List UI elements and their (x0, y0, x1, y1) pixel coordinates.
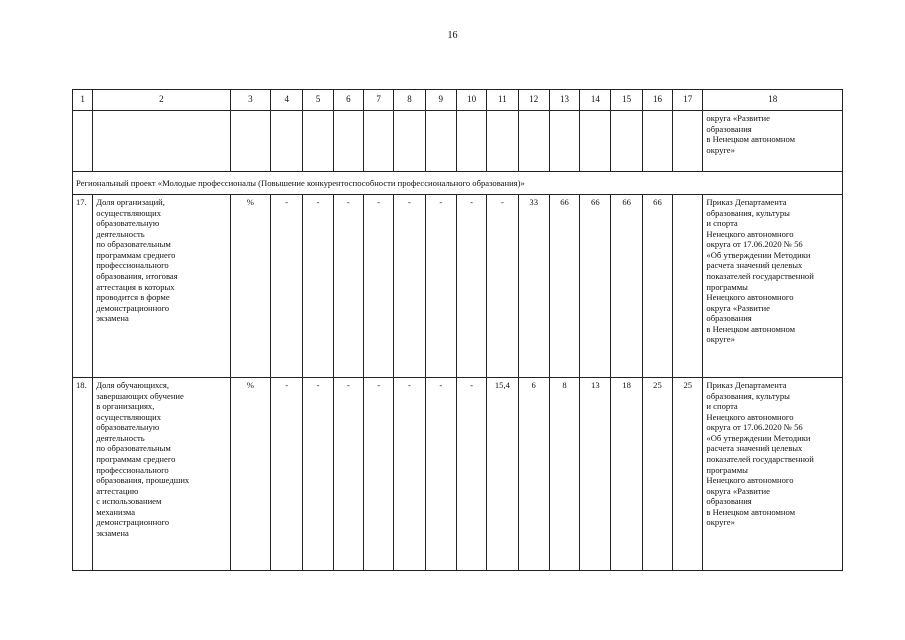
empty-cell (580, 111, 611, 172)
value-cell: - (456, 195, 486, 378)
indicator-name: Доля организаций, осуществляющих образовательную деятельность по образовательным программам среднего профессионального образования, итоговая аттестация в которых проводится в форме демонстрационного экзамена (93, 195, 230, 378)
empty-cell (271, 111, 303, 172)
value-cell: - (363, 378, 393, 571)
indicator-name: Доля обучающихся, завершающих обучение в организациях, осуществляющих образовательную деятельность по образовательным программам среднего профессионального образования, прошедших аттестацию с использованием механизма демонстрационного экзамена (93, 378, 230, 571)
value-cell: 25 (673, 378, 703, 571)
empty-cell (394, 111, 425, 172)
table-row (73, 378, 843, 571)
table-row (73, 195, 843, 378)
empty-cell (333, 111, 363, 172)
value-cell: 13 (580, 378, 611, 571)
row-number: 17. (73, 195, 93, 378)
value-cell (673, 195, 703, 378)
value-cell: - (394, 378, 425, 571)
value-cell: - (333, 195, 363, 378)
value-cell: 66 (611, 195, 642, 378)
unit-cell: % (230, 195, 270, 378)
value-cell: 25 (642, 378, 672, 571)
empty-cell (456, 111, 486, 172)
value-cell: - (456, 378, 486, 571)
empty-cell (363, 111, 393, 172)
value-cell: - (363, 195, 393, 378)
header-cell: 8 (394, 90, 425, 111)
empty-cell (303, 111, 333, 172)
header-cell: 2 (93, 90, 230, 111)
value-cell: - (303, 195, 333, 378)
value-cell: - (425, 378, 456, 571)
header-cell: 17 (673, 90, 703, 111)
header-cell: 11 (487, 90, 518, 111)
header-cell: 14 (580, 90, 611, 111)
header-cell: 9 (425, 90, 456, 111)
empty-cell (230, 111, 270, 172)
empty-cell (518, 111, 549, 172)
header-cell: 15 (611, 90, 642, 111)
continuation-source: округа «Развитие образования в Ненецком автономном округе» (703, 111, 843, 172)
value-cell: - (333, 378, 363, 571)
value-cell: - (271, 378, 303, 571)
value-cell: 66 (549, 195, 579, 378)
value-cell: - (487, 195, 518, 378)
header-cell: 10 (456, 90, 486, 111)
value-cell: 8 (549, 378, 579, 571)
value-cell: 66 (580, 195, 611, 378)
indicators-table (72, 89, 843, 571)
continuation-row (73, 111, 843, 172)
regional-project-title: Региональный проект «Молодые профессионалы (Повышение конкурентоспособности профессионального образования)» (73, 172, 843, 195)
header-cell: 6 (333, 90, 363, 111)
header-cell: 18 (703, 90, 843, 111)
unit-cell: % (230, 378, 270, 571)
header-cell: 16 (642, 90, 672, 111)
header-cell: 3 (230, 90, 270, 111)
header-cell: 7 (363, 90, 393, 111)
value-cell: 15,4 (487, 378, 518, 571)
empty-cell (487, 111, 518, 172)
value-cell: 33 (518, 195, 549, 378)
empty-cell (73, 111, 93, 172)
header-cell: 4 (271, 90, 303, 111)
source-document: Приказ Департамента образования, культуры и спорта Ненецкого автономного округа от 17.06.2020 № 56 «Об утверждении Методики расчета значений целевых показателей государственной программы Ненецкого автономного округа «Развитие образования в Ненецком автономном округе» (703, 378, 843, 571)
header-cell: 12 (518, 90, 549, 111)
empty-cell (611, 111, 642, 172)
value-cell: 66 (642, 195, 672, 378)
header-cell: 1 (73, 90, 93, 111)
value-cell: 6 (518, 378, 549, 571)
regional-project-row (73, 172, 843, 195)
empty-cell (425, 111, 456, 172)
source-document: Приказ Департамента образования, культуры и спорта Ненецкого автономного округа от 17.06.2020 № 56 «Об утверждении Методики расчета значений целевых показателей государственной программы Ненецкого автономного округа «Развитие образования в Ненецком автономном округе» (703, 195, 843, 378)
header-cell: 5 (303, 90, 333, 111)
value-cell: - (425, 195, 456, 378)
empty-cell (642, 111, 672, 172)
page-number: 16 (447, 30, 458, 41)
value-cell: - (394, 195, 425, 378)
empty-cell (673, 111, 703, 172)
value-cell: 18 (611, 378, 642, 571)
value-cell: - (303, 378, 333, 571)
value-cell: - (271, 195, 303, 378)
empty-cell (93, 111, 230, 172)
header-row (73, 90, 843, 111)
empty-cell (549, 111, 579, 172)
header-cell: 13 (549, 90, 579, 111)
row-number: 18. (73, 378, 93, 571)
